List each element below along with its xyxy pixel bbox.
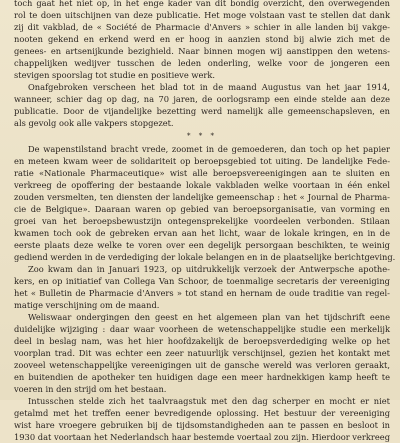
text-line: ratie «Nationale Pharmaceutique» wist alle beroepsvereenigingen aan te sluiten en [14,168,390,178]
text-line: cie de Belgique». Daaraan waren op gebied van beroepsorganisatie, van vorming en [14,204,390,214]
text-line: stevigen spoorslag tot studie en positieve werk. [14,70,216,80]
text-line: voeren in den strijd om het bestaan. [14,384,167,394]
text-line: Onafgebroken verscheen het blad tot in de maand Augustus van het jaar 1914, [28,82,390,92]
paragraph-6 [14,395,390,443]
text-line: zouden versmelten, ten diensten der landelijke gemeenschap : het « Journal de Pharma- [14,192,390,202]
text-line: publicatie. Door de vijandelijke bezetting werd namelijk alle gemeenschapsleven, en [14,106,390,116]
text-line: getalmd met het treffen eener bevredigende oplossing. Het bestuur der vereeniging [14,408,390,418]
text-line: duidelijke wijziging : daar waar voorheen de wetenschappelijke studie een merkelijk [14,324,390,334]
text-line: en meteen kwam weer de solidariteit op beroepsgebied tot uiting. De landelijke Fede- [14,156,390,166]
paragraph-4 [14,263,390,311]
text-line: matige verschijning om de maand. [14,300,160,310]
text-line: het « Bulletin de Pharmacie d'Anvers » tot stand en hernam de oude traditie van regel- [14,288,390,298]
article-body [14,0,396,443]
text-line: als gevolg ook alle vakpers stopgezet. [14,118,174,128]
text-line: kwamen toch ook de gebreken ervan aan het licht, waar de lokale kringen, en in de [14,228,390,238]
text-line: gediend werden in de verdediging der lokale belangen en in de plaatselijke berichtgeving. [14,252,396,262]
text-line: zij dit vakblad, de « Société de Pharmacie d'Anvers » schier in alle landen bij vakge- [14,22,390,32]
text-line: eerste plaats deze welke te voren over een degelijk persorgaan beschikten, te weinig [14,240,390,250]
text-line: Zoo kwam dan in Januari 1923, op uitdrukkelijk verzoek der Antwerpsche apothe- [28,264,390,274]
paragraph-1 [14,0,390,81]
text-line: 1930 dat voortaan het Nederlandsch haar bestemde voertaal zou zijn. Hierdoor verkreeg [14,432,390,442]
paragraph-3 [14,143,396,263]
text-line: deel in beslag nam, was het hier hoofdzakelijk de beroepsverdediging welke op het [14,336,390,346]
text-line: voorplan trad. Dit was echter een zeer natuurlijk verschijnsel, gezien het kontakt met [14,348,390,358]
text-line: verkreeg de opoffering der bestaande lokale vakbladen welke voortaan in één enkel [14,180,390,190]
text-line: kers, en op initiatief van Collega Van Schoor, de toenmalige secretaris der vereeniging [14,276,390,286]
text-line: wanneer, schier dag op dag, na 70 jaren, de oorlogsramp een einde stelde aan deze [14,94,390,104]
text-line: wist hare vroegere gebruiken bij de tijdsomstandigheden aan te passen en besloot in [14,420,390,430]
text-line: groei van het beroepsbewustzijn ontegensprekelijke voordeelen verbonden. Stilaan [14,216,390,226]
paragraph-5 [14,311,390,395]
text-line: Intusschen stelde zich het taalvraagstuk met den dag scherper en mocht er niet [28,396,390,406]
text-line: rol te doen uitschijnen van deze publicatie. Het moge volstaan vast te stellen dat dank [14,10,390,20]
text-line: genees- en artsenijkunde bezighield. Naar binnen mogen wij aanstippen den wetens- [14,46,390,56]
text-line: Weliswaar ondergingen den geest en het algemeen plan van het tijdschrift eene [28,312,390,322]
text-line: De wapenstilstand bracht vrede, zoomet in de gemoederen, dan toch op het papier [28,144,390,154]
text-line: zooveel wetenschappelijke vereenigingen uit de gansche wereld was verloren geraakt, [14,360,390,370]
text-line: en buitendien de apotheker ten huidigen dage een meer hardnekkigen kamp heeft te [14,372,390,382]
paragraph-2 [14,81,390,129]
text-line: toch gaat het niet op, in het enge kader van dit bondig overzicht, den overwegenden [14,0,390,8]
text-line: nooten gekend en erkend werd en er hoog in aanzien stond bij alwie zich met de [14,34,390,44]
section-separator: * * * [187,132,217,140]
text-line: chappelijken wedijver tusschen de leden onderling, welke voor de jongeren een [14,58,390,68]
